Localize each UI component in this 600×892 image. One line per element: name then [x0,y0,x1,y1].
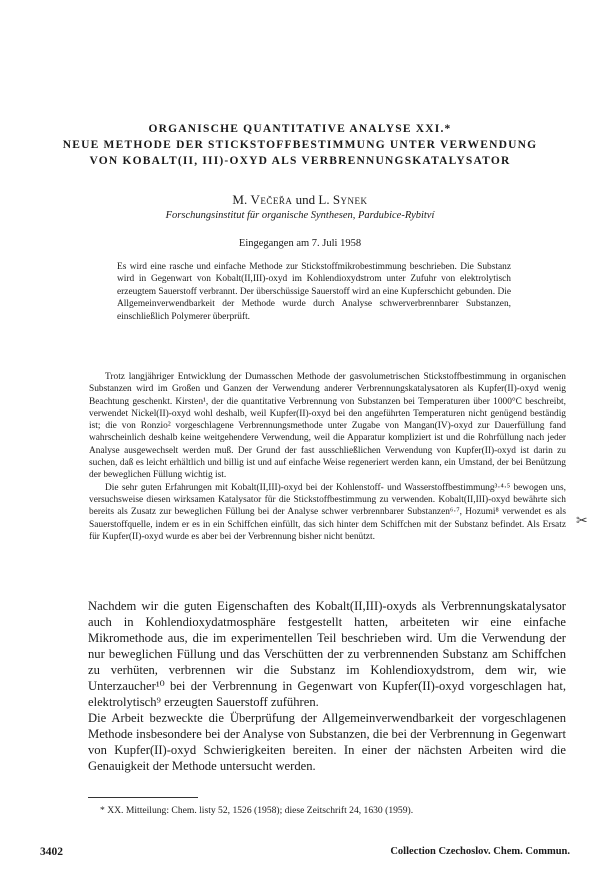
authors-conjunction: und [295,192,316,207]
author1-name: Večeřa [250,192,293,207]
footnote: * XX. Mitteilung: Chem. listy 52, 1526 (1958); diese Zeitschrift 24, 1630 (1959). [100,805,414,816]
margin-scissors-icon: ✂ [576,514,588,529]
intro-paragraph-1: Trotz langjähriger Entwicklung der Dumasschen Methode der gasvolumetrischen Stickstoffbestimmung in organischen Substanzen wird im Großen und Ganzen der Verwendung anderer Verbrennungskatalysatoren als Kupfer(II)-oxyd wenig Beachtung geschenkt. Kirsten¹, der die quantitative Verbrennung von Substanzen bei Temperaturen über 1000°C beschreibt, verwendet Nickel(II)-oxyd wohl deshalb, weil Kupfer(II)-oxyd bei den angeführten Temperaturen nicht genügend beständig ist; die von Ronzio² vorgeschlagene Verbrennungsmethode unter Zugabe von Mangan(IV)-oxyd zur Dauerfüllung fand wahrscheinlich deshalb keine weitgehendere Verwendung, weil die Apparatur kompliziert ist und die Rohrfüllung nach jeder Analyse ausgewechselt werden muß. Der Grund der fast ausschließlichen Verwendung von Kupfer(II)-oxyd ist darin zu suchen, daß es leicht erhältlich und billig ist und auf einfache Weise regeneriert werden kann, ein Umstand, der bei Benützung der beweglichen Füllung wichtig ist. [89,372,566,481]
intro-paragraph-2: Die sehr guten Erfahrungen mit Kobalt(II,III)-oxyd bei der Kohlenstoff- und Wasserstoffbestimmung³·⁴·⁵ bewogen uns, versuchsweise diesen wirksamen Katalysator für die Stickstoffbestimmung zu verwenden. Kobalt(II,III)-oxyd bewährte sich bereits als Zusatz zur beweglichen Füllung bei der Analyse schwer verbrennbarer Substanzen⁶·⁷, Hozumi⁸ verwendet es als Sauerstoffquelle, indem er es in ein Schiffchen einfüllt, das sich hinter dem Schiffchen mit der Substanz befindet. Als Ersatz für Kupfer(II)-oxyd wurde es aber bei der Verbrennung bisher nicht benützt. [89,482,566,542]
main-paragraph-2: Die Arbeit bezweckte die Überprüfung der Allgemeinverwendbarkeit der vorgeschlagenen Methode insbesondere bei der Analyse von Substanzen, die bei der Verbrennung in Gegenwart von Kupfer(II)-oxyd Schwierigkeiten bereiten. In einer der nächsten Arbeiten wird die Genauigkeit der Methode untersucht werden. [88,711,566,773]
footnote-rule [88,797,198,798]
affiliation: Forschungsinstitut für organische Synthesen, Pardubice-Rybitví [165,210,435,221]
author1-initial: M. [232,192,248,207]
author2-name: Synek [332,192,368,207]
title-line-2: NEUE METHODE DER STICKSTOFFBESTIMMUNG UNTER VERWENDUNG [62,139,538,151]
abstract: Es wird eine rasche und einfache Methode zur Stickstoffmikrobestimmung beschrieben. Die Substanz wird in Gegenwart von Kobalt(II,III)-oxyd im Kohlendioxydstrom unter Zufuhr von elektrolytisch erzeugtem Sauerstoff verbrannt. Der überschüssige Sauerstoff wird an eine Kupferschicht gebunden. Die Allgemeinverwendbarkeit der Methode wurde durch Analyse schwerverbrennbarer Substanzen, einschließlich Polymerer überprüft. [117,262,511,322]
journal-name: Collection Czechoslov. Chem. Commun. [390,846,570,857]
authors [40,192,560,208]
introduction [89,371,566,543]
main-paragraph-1: Nachdem wir die guten Eigenschaften des Kobalt(II,III)-oxyds als Verbrennungskatalysator auch in Kohlendioxydatmosphäre festgestellt hatten, arbeiteten wir eine einfache Mikromethode aus, die im experimentellen Teil beschrieben wird. Um die Verwendung der nur beweglichen Füllung und das Verschütten der zu verbrennenden Substanz am Schiffchen zu verhüten, verbrennen wir die Substanz im Kohlendioxydstrom, dem wir, wie Unterzaucher¹⁰ bei der Verbrennung in Gegenwart von Kupfer(II)-oxyd vorgeschlagen hat, elektrolytisch⁹ erzeugten Sauerstoff zuführen. [88,599,566,709]
title-line-3: VON KOBALT(II, III)-OXYD ALS VERBRENNUNGSKATALYSATOR [89,155,511,167]
page-number: 3402 [40,846,63,858]
author2-initial: L. [318,192,330,207]
title-line-1: ORGANISCHE QUANTITATIVE ANALYSE XXI.* [148,123,452,135]
main-text [88,598,566,774]
received-date: Eingegangen am 7. Juli 1958 [238,238,362,249]
